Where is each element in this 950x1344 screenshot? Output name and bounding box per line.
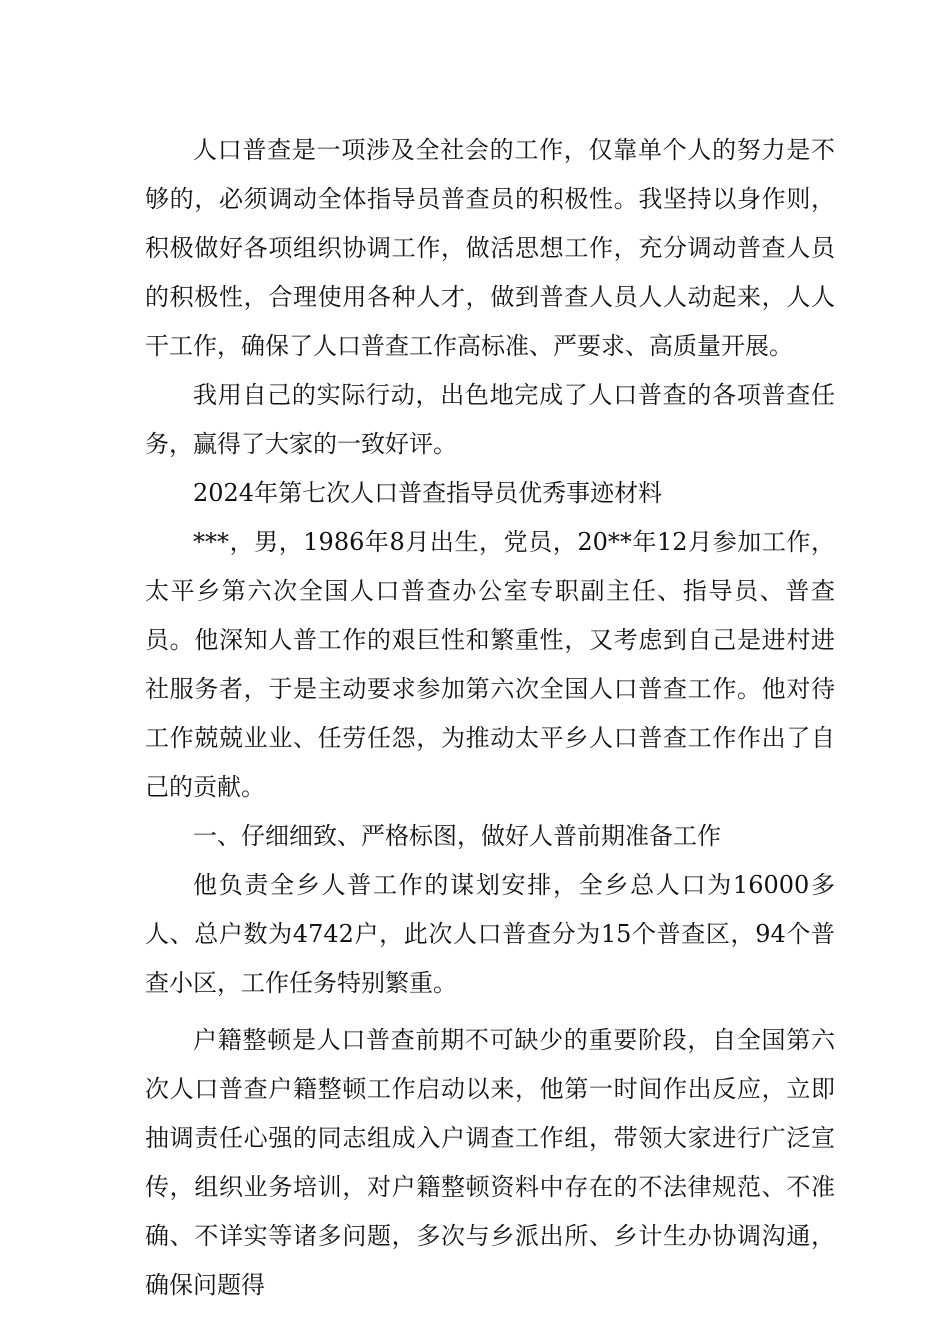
paragraph-household-registration: 户籍整顿是人口普查前期不可缺少的重要阶段，自全国第六次人口普查户籍整顿工作启动以来，他第一时间作出反应，立即抽调责任心强的同志组成入户调查工作组，带领大家进行广泛宣传，组织业务培训，对户籍整顿资料中存在的不法律规范、不准确、不详实等诸多问题，多次与乡派出所、乡计生办协调沟通，确保问题得	[145, 1026, 835, 1299]
paragraph-task-completed: 我用自己的实际行动，出色地完成了人口普查的各项普查任务，赢得了大家的一致好评。	[145, 381, 835, 458]
paragraph-profile: ***，男，1986年8月出生，党员，20**年12月参加工作，太平乡第六次全国人口普查办公室专职副主任、指导员、普查员。他深知人普工作的艰巨性和繁重性，又考虑到自己是进村进社服务者，于是主动要求参加第六次全国人口普查工作。他对待工作兢兢业业、任劳任怨，为推动太平乡人口普查工作作出了自己的贡献。	[145, 528, 835, 801]
section-title: 2024年第七次人口普查指导员优秀事迹材料	[193, 479, 663, 507]
document-body	[145, 126, 835, 1310]
paragraph-census-work: 人口普查是一项涉及全社会的工作，仅靠单个人的努力是不够的，必须调动全体指导员普查员的积极性。我坚持以身作则，积极做好各项组织协调工作，做活思想工作，充分调动普查人员的积极性，合理使用各种人才，做到普查人员人人动起来，人人干工作，确保了人口普查工作高标准、严要求、高质量开展。	[145, 136, 835, 360]
section-heading-1: 一、仔细细致、严格标图，做好人普前期准备工作	[193, 822, 721, 850]
paragraph-workload: 他负责全乡人普工作的谋划安排，全乡总人口为16000多人、总户数为4742户，此次人口普查分为15个普查区，94个普查小区，工作任务特别繁重。	[145, 871, 835, 997]
